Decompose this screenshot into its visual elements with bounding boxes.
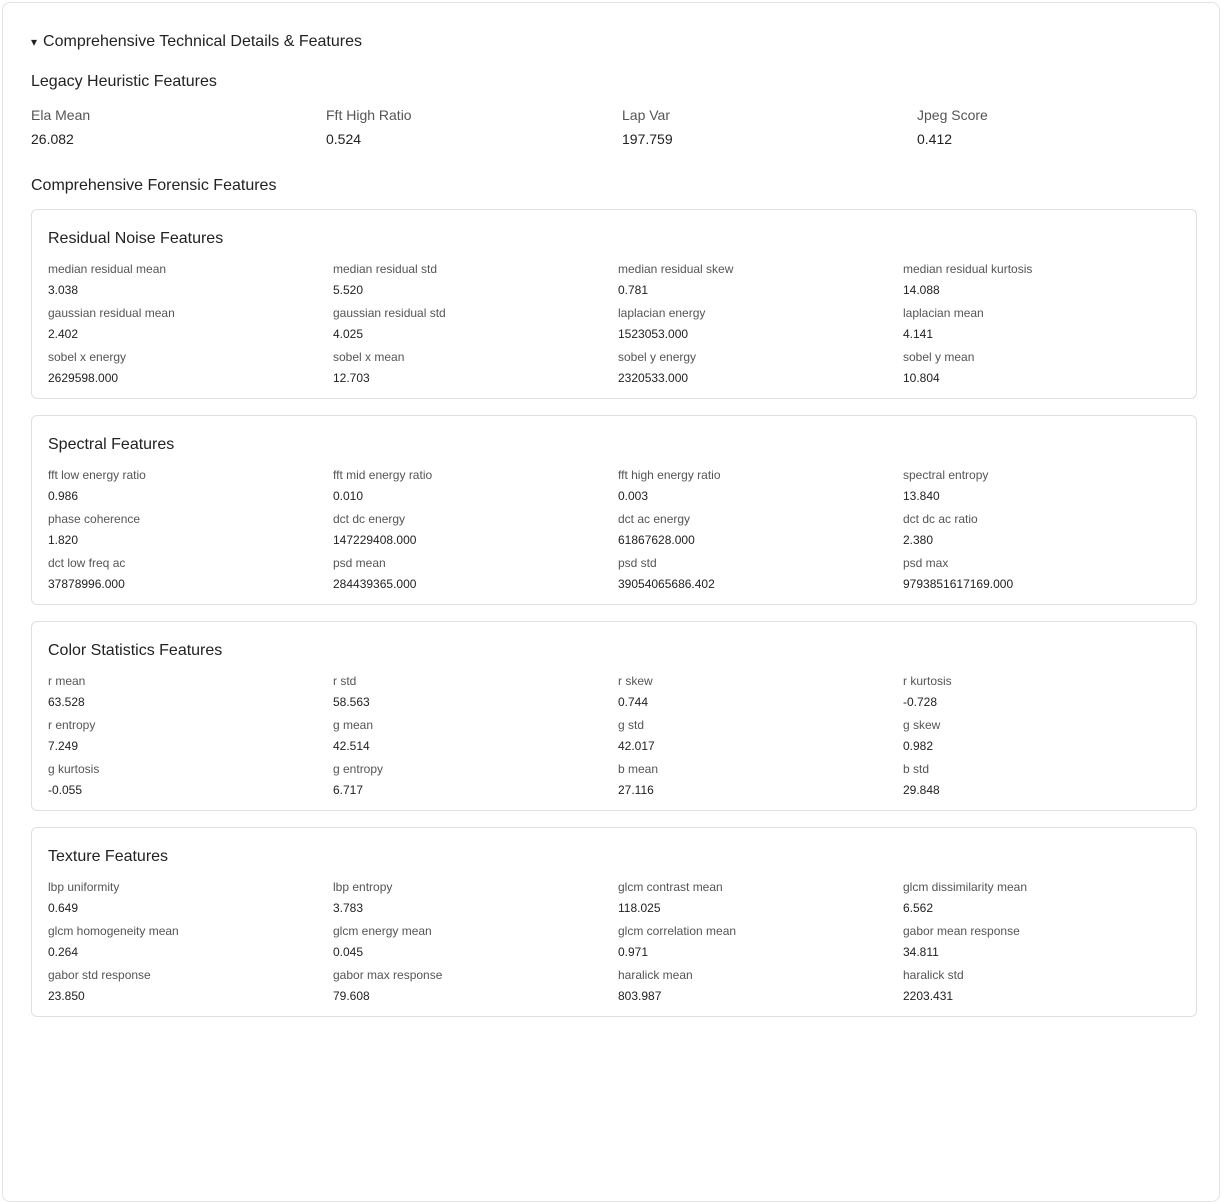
feature-label: glcm contrast mean [618,880,723,894]
feature-label: dct ac energy [618,512,691,526]
feature-label: gabor std response [48,968,151,982]
feature-label: gaussian residual std [333,306,446,320]
feature-item [48,880,119,915]
feature-item [48,350,126,385]
feature-label: glcm dissimilarity mean [903,880,1028,894]
legacy-feature [31,107,90,147]
feature-label: sobel y mean [903,350,975,364]
feature-label: glcm energy mean [333,924,432,938]
feature-item [333,718,373,753]
spectral-card [31,415,1197,605]
feature-value: 63.528 [48,695,85,709]
color-statistics-card [31,621,1197,811]
feature-label: psd max [903,556,949,570]
legacy-feature-value: 0.412 [917,131,953,147]
feature-item [333,350,404,385]
feature-label: dct dc ac ratio [903,512,978,526]
legacy-section-title: Legacy Heuristic Features [31,73,217,90]
feature-item [903,718,940,753]
feature-item [333,674,370,709]
card-title: Texture Features [48,848,169,865]
feature-value: 147229408.000 [333,533,417,547]
feature-value: 12.703 [333,371,370,385]
feature-item [333,468,432,503]
feature-label: laplacian mean [903,306,984,320]
feature-item [618,762,658,797]
feature-value: 118.025 [618,901,661,915]
feature-value: 5.520 [333,283,364,297]
feature-label: sobel x mean [333,350,405,364]
feature-value: 42.514 [333,739,370,753]
details-summary-label: Comprehensive Technical Details & Features [43,33,362,50]
forensic-section-title: Comprehensive Forensic Features [31,177,277,194]
feature-label: haralick mean [618,968,693,982]
feature-label: fft high energy ratio [618,468,721,482]
feature-item [903,968,964,1003]
feature-label: fft mid energy ratio [333,468,433,482]
texture-card [31,827,1197,1017]
feature-label: median residual mean [48,262,167,276]
feature-item [903,880,1027,915]
feature-item [903,762,940,797]
feature-label: glcm homogeneity mean [48,924,179,938]
feature-item [618,556,715,591]
feature-value: 42.017 [618,739,655,753]
feature-label: gabor mean response [903,924,1020,938]
feature-label: psd std [618,556,657,570]
feature-item [903,350,974,385]
legacy-feature-label: Ela Mean [31,107,91,123]
feature-item [618,306,705,341]
legacy-feature [917,107,988,147]
feature-value: 0.045 [333,945,364,959]
feature-item [618,350,696,385]
feature-item [618,968,693,1003]
feature-item [903,674,952,709]
feature-value: 14.088 [903,283,940,297]
feature-value: 284439365.000 [333,577,417,591]
feature-item [48,306,175,341]
feature-value: 27.116 [618,783,654,797]
legacy-feature-label: Lap Var [622,107,670,123]
feature-item [618,880,723,915]
feature-item [903,468,988,503]
feature-value: 13.840 [903,489,940,503]
feature-label: lbp uniformity [48,880,120,894]
feature-label: g std [618,718,645,732]
feature-label: r entropy [48,718,96,732]
feature-label: haralick std [903,968,964,982]
legacy-feature-label: Fft High Ratio [326,107,412,123]
legacy-feature-value: 26.082 [31,131,74,147]
feature-item [618,468,721,503]
feature-value: 6.562 [903,901,934,915]
feature-label: b std [903,762,930,776]
feature-label: median residual std [333,262,438,276]
feature-item [333,762,383,797]
feature-value: 2629598.000 [48,371,119,385]
feature-value: 4.025 [333,327,364,341]
feature-value: 0.264 [48,945,79,959]
feature-value: 0.003 [618,489,649,503]
feature-value: 0.982 [903,739,934,753]
feature-label: dct dc energy [333,512,406,526]
feature-item [333,880,392,915]
feature-value: 2203.431 [903,989,954,1003]
legacy-feature [326,107,412,147]
feature-value: 10.804 [903,371,940,385]
feature-label: g mean [333,718,374,732]
feature-item [48,718,95,753]
feature-label: r mean [48,674,86,688]
feature-label: g kurtosis [48,762,100,776]
feature-item [48,762,99,797]
feature-value: 6.717 [333,783,364,797]
feature-label: gaussian residual mean [48,306,175,320]
feature-item [618,674,653,709]
feature-value: 58.563 [333,695,370,709]
feature-item [618,718,655,753]
feature-item [48,262,166,297]
feature-item [333,968,442,1003]
feature-item [48,468,146,503]
feature-item [903,512,978,547]
feature-item [48,512,140,547]
feature-item [618,924,736,959]
feature-value: 29.848 [903,783,940,797]
feature-value: 3.038 [48,283,79,297]
feature-item [48,924,179,959]
feature-value: 0.986 [48,489,79,503]
feature-value: 2.402 [48,327,79,341]
feature-value: 803.987 [618,989,662,1003]
details-toggle[interactable] [31,33,362,51]
feature-label: lbp entropy [333,880,393,894]
feature-label: b mean [618,762,659,776]
feature-item [903,556,1013,591]
feature-value: 37878996.000 [48,577,125,591]
feature-label: g entropy [333,762,384,776]
feature-label: spectral entropy [903,468,989,482]
feature-item [618,512,695,547]
feature-item [618,262,733,297]
feature-item [333,512,416,547]
feature-item [48,674,85,709]
residual-noise-card [31,209,1197,399]
feature-item [333,262,437,297]
feature-label: r skew [618,674,653,688]
feature-label: sobel y energy [618,350,697,364]
feature-item [333,556,416,591]
feature-label: median residual kurtosis [903,262,1033,276]
feature-value: 0.649 [48,901,79,915]
feature-item [903,306,984,341]
legacy-feature-value: 197.759 [622,131,673,147]
technical-details-panel [2,2,1220,1202]
feature-value: 3.783 [333,901,364,915]
feature-value: 1523053.000 [618,327,689,341]
feature-item [333,306,446,341]
legacy-feature-label: Jpeg Score [917,107,988,123]
feature-value: 23.850 [48,989,85,1003]
card-title: Residual Noise Features [48,230,224,247]
caret-down-icon: ▾ [31,35,38,49]
card-title: Spectral Features [48,436,175,453]
feature-value: 4.141 [903,327,934,341]
feature-value: 0.781 [618,283,649,297]
feature-label: r kurtosis [903,674,952,688]
feature-label: sobel x energy [48,350,127,364]
feature-value: 0.744 [618,695,649,709]
feature-item [903,262,1032,297]
legacy-feature-value: 0.524 [326,131,362,147]
feature-value: 2320533.000 [618,371,689,385]
feature-label: glcm correlation mean [618,924,737,938]
feature-value: -0.055 [48,783,83,797]
feature-value: 79.608 [333,989,370,1003]
feature-value: 61867628.000 [618,533,695,547]
feature-value: 2.380 [903,533,934,547]
feature-label: dct low freq ac [48,556,126,570]
card-title: Color Statistics Features [48,642,223,659]
feature-item [903,924,1020,959]
feature-item [333,924,432,959]
feature-label: phase coherence [48,512,141,526]
legacy-feature [622,107,673,147]
feature-label: fft low energy ratio [48,468,146,482]
feature-value: 1.820 [48,533,79,547]
feature-label: laplacian energy [618,306,706,320]
feature-label: g skew [903,718,941,732]
feature-value: 39054065686.402 [618,577,715,591]
feature-value: -0.728 [903,695,938,709]
feature-label: psd mean [333,556,386,570]
feature-label: gabor max response [333,968,443,982]
feature-label: r std [333,674,357,688]
feature-value: 34.811 [903,945,939,959]
feature-value: 9793851617169.000 [903,577,1014,591]
feature-item [48,968,151,1003]
feature-value: 0.971 [618,945,649,959]
feature-value: 7.249 [48,739,79,753]
feature-label: median residual skew [618,262,734,276]
feature-value: 0.010 [333,489,364,503]
feature-item [48,556,125,591]
